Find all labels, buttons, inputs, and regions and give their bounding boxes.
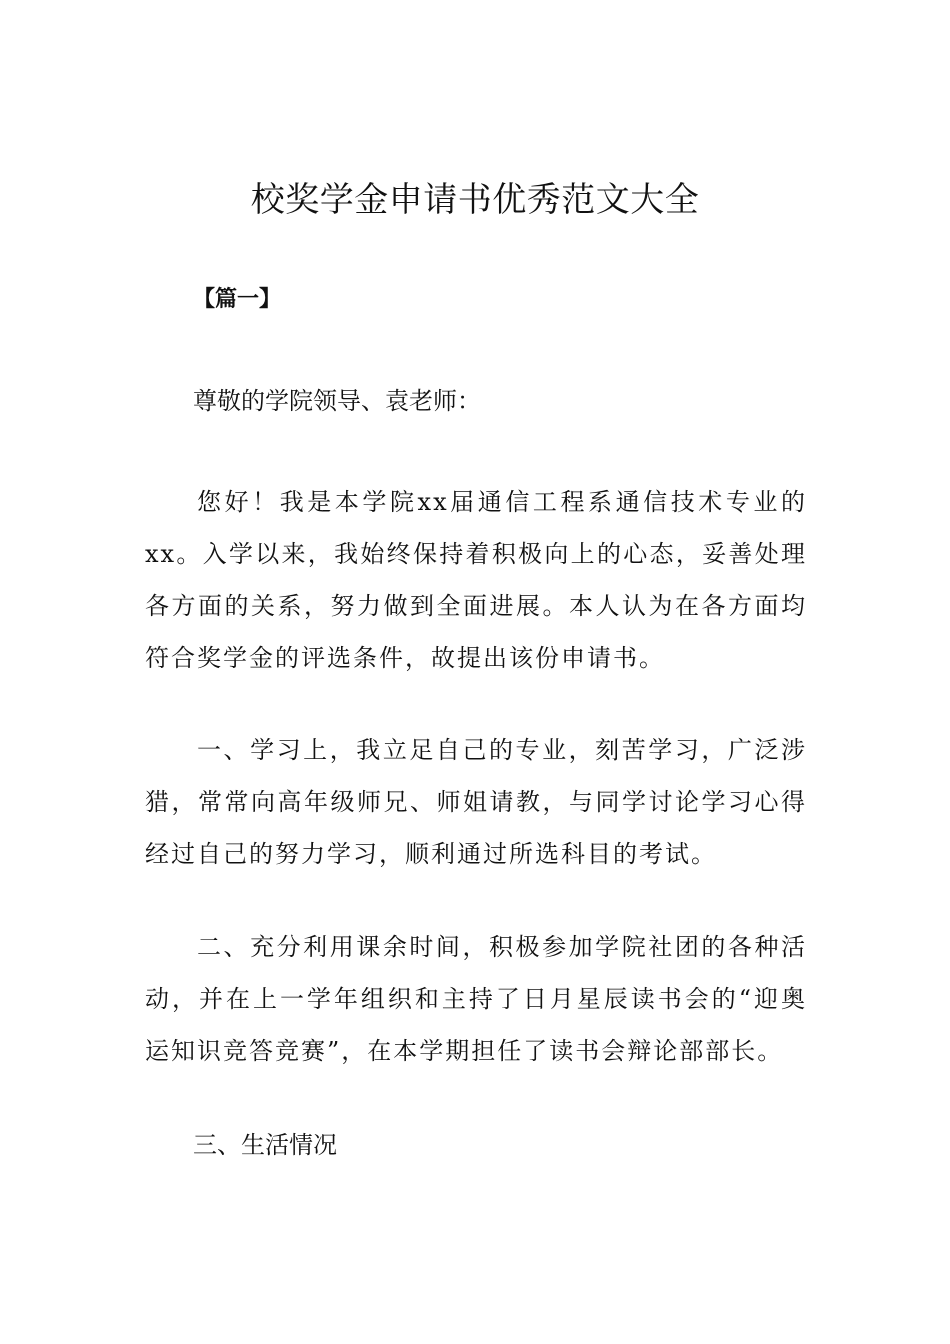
salutation: 尊敬的学院领导、袁老师： bbox=[193, 387, 481, 415]
paragraph-activities: 二、充分利用课余时间，积极参加学院社团的各种活动，并在上一学年组织和主持了日月星辰读书会的“迎奥运知识竞答竞赛”，在本学期担任了读书会辩论部部长。 bbox=[145, 933, 807, 1065]
paragraph-intro: 您好！我是本学院xx届通信工程系通信技术专业的xx。入学以来，我始终保持着积极向上的心态，妥善处理各方面的关系，努力做到全面进展。本人认为在各方面均符合奖学金的评选条件，故提出该份申请书。 bbox=[145, 488, 807, 672]
section-heading-life: 三、生活情况 bbox=[193, 1131, 337, 1159]
paragraph-study: 一、学习上，我立足自己的专业，刻苦学习，广泛涉猎，常常向高年级师兄、师姐请教，与同学讨论学习心得经过自己的努力学习，顺利通过所选科目的考试。 bbox=[145, 736, 807, 868]
document-title: 校奖学金申请书优秀范文大全 bbox=[250, 180, 700, 220]
section-label: 【篇一】 bbox=[193, 287, 282, 312]
